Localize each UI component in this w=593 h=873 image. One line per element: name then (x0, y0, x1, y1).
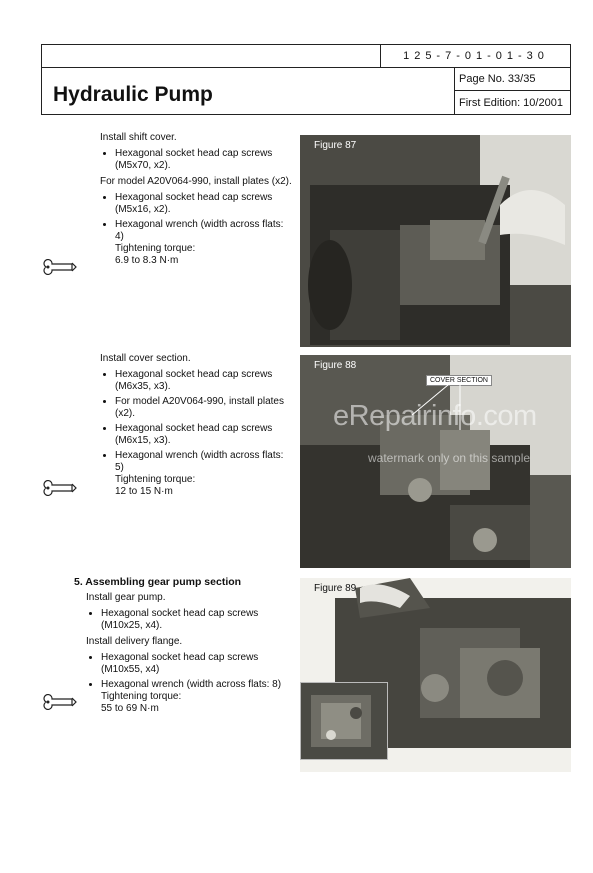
page-header (41, 44, 571, 115)
section-heading: 5. Assembling gear pump section (74, 576, 242, 588)
page-info (454, 67, 571, 114)
step-89-bullet-2: • Hexagonal socket head cap screws (M10x55, x4) (101, 652, 296, 676)
figure-89-label: Figure 89 (314, 583, 357, 594)
step-88-intro: Install cover section. (100, 353, 191, 364)
figure-89-inset-photo (300, 682, 388, 760)
step-88-bullet-2: • For model A20V064-990, install plates (x2). (115, 396, 295, 420)
step-87-note: For model A20V064-990, install plates (x2). (100, 176, 292, 187)
figure-87-photo (300, 135, 571, 347)
step-87-torque-label: Tightening torque: (115, 243, 196, 254)
step-87-intro: Install shift cover. (100, 132, 177, 143)
step-88-torque-value: 12 to 15 N·m (115, 486, 173, 497)
step-89-bullet-1: • Hexagonal socket head cap screws (M10x25, x4). (101, 608, 296, 632)
step-89-bullet-3: • Hexagonal wrench (width across flats: 8) (101, 679, 296, 691)
step-89-intro-2: Install delivery flange. (86, 636, 183, 647)
torque-wrench-icon (42, 480, 78, 496)
step-89-torque-label: Tightening torque: (101, 691, 182, 702)
cover-section-callout: COVER SECTION (426, 375, 492, 386)
step-87-bullet-1: • Hexagonal socket head cap screws (M5x70, x2). (115, 148, 295, 172)
step-87-torque-value: 6.9 to 8.3 N·m (115, 255, 179, 266)
step-88-instructions (100, 353, 295, 498)
step-89-instructions (74, 576, 296, 715)
torque-wrench-icon (42, 694, 78, 710)
step-88-bullet-4: • Hexagonal wrench (width across flats: 5) (115, 450, 295, 474)
page-number: Page No. 33/35 (455, 67, 571, 91)
step-87-bullet-3: • Hexagonal wrench (width across flats: 4) (115, 219, 295, 243)
watermark-sub: watermark only on this sample (368, 451, 531, 465)
step-87-instructions (100, 132, 295, 267)
edition: First Edition: 10/2001 (459, 97, 563, 109)
step-88-bullet-1: • Hexagonal socket head cap screws (M6x35, x3). (115, 369, 295, 393)
torque-wrench-icon (42, 259, 78, 275)
step-88-bullet-3: • Hexagonal socket head cap screws (M6x15, x3). (115, 423, 295, 447)
document-number: 125-7-01-01-30 (380, 45, 571, 67)
figure-87-label: Figure 87 (314, 140, 357, 151)
watermark-main: eRepairinfo.com (333, 400, 537, 432)
step-89-intro-1: Install gear pump. (86, 592, 166, 603)
step-87-bullet-2: • Hexagonal socket head cap screws (M5x16, x2). (115, 192, 295, 216)
step-88-torque-label: Tightening torque: (115, 474, 196, 485)
step-89-torque-value: 55 to 69 N·m (101, 703, 159, 714)
page-title: Hydraulic Pump (53, 83, 213, 106)
figure-88-label: Figure 88 (314, 360, 357, 371)
